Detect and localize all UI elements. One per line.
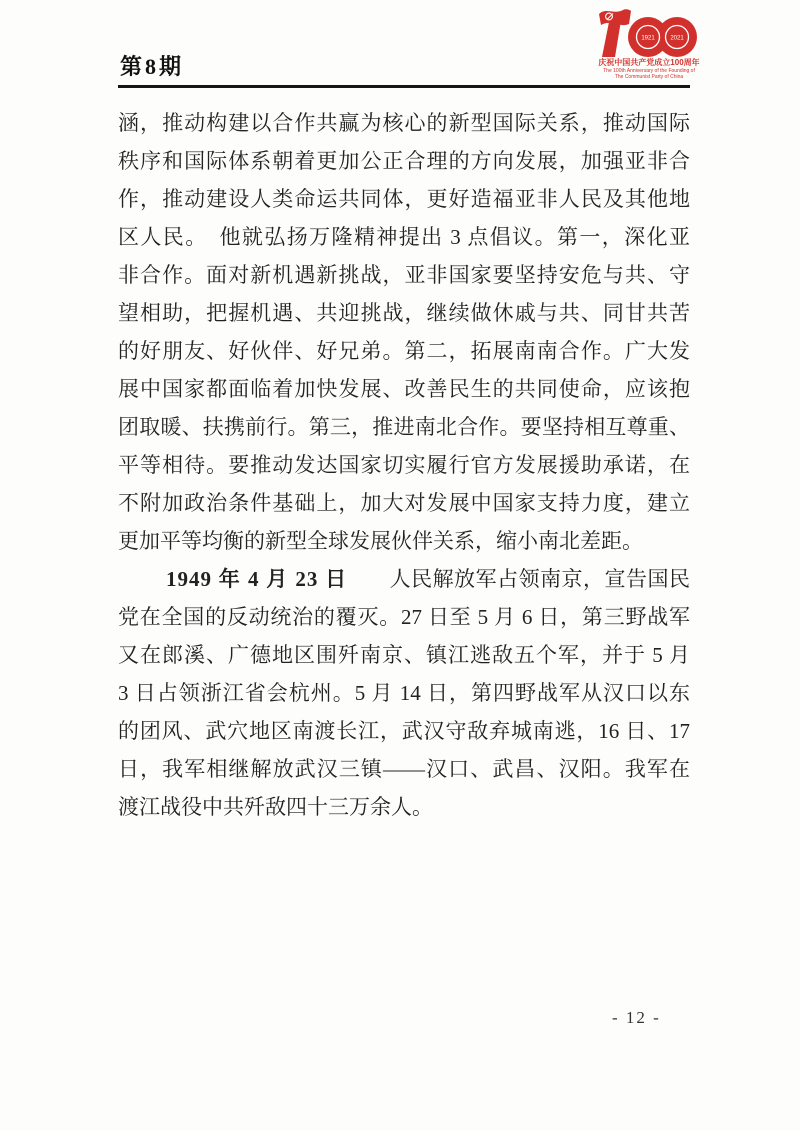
text-line: 平等相待。要推动发达国家切实履行官方发展援助承诺，在: [118, 453, 690, 477]
text-line: 又在郎溪、广德地区围歼南京、镇江逃敌五个军，并于 5 月: [118, 643, 690, 667]
document-body: [118, 104, 690, 826]
text-line: 3 日占领浙江省会杭州。5 月 14 日，第四野战军从汉口以东: [118, 681, 690, 705]
logo-title-cn: 庆祝中国共产党成立100周年: [598, 58, 700, 67]
text-line: 作，推动建设人类命运共同体，更好造福亚非人民及其他地: [118, 187, 690, 211]
text-line: 非合作。面对新机遇新挑战，亚非国家要坚持安危与共、守: [118, 263, 690, 287]
text-line: 更加平等均衡的新型全球发展伙伴关系，缩小南北差距。: [118, 529, 643, 553]
cpc-100-logo-icon: [596, 6, 702, 58]
text-line: 的好朋友、好伙伴、好兄弟。第二，拓展南南合作。广大发: [118, 339, 690, 363]
text-line: 秩序和国际体系朝着更加公正合理的方向发展，加强亚非合: [118, 149, 690, 173]
logo-title-en-line1: The 100th Anniversary of the Founding of: [603, 68, 695, 74]
text-line: 望相助，把握机遇、共迎挑战，继续做休戚与共、同甘共苦: [118, 301, 690, 325]
cpc-100-logo: [596, 6, 702, 80]
logo-one-stem: [602, 21, 621, 58]
year-right-label: 2021: [670, 35, 684, 42]
text-line: 区人民。 他就弘扬万隆精神提出 3 点倡议。第一，深化亚: [118, 225, 690, 249]
text-line: 涵，推动构建以合作共赢为核心的新型国际关系，推动国际: [118, 111, 690, 135]
year-left-label: 1921: [641, 35, 655, 42]
paragraph-2: [118, 560, 690, 826]
text-line: 人民解放军占领南京，宣告国民: [389, 567, 691, 591]
paragraph-1: [118, 104, 690, 560]
paragraph-2-continuation: [118, 598, 690, 826]
text-line: 党在全国的反动统治的覆灭。27 日至 5 月 6 日，第三野战军: [118, 605, 690, 629]
header-divider: [118, 85, 690, 88]
text-line: 的团风、武穴地区南渡长江，武汉守敌弃城南逃，16 日、17: [118, 719, 690, 743]
date-heading: 1949 年 4 月 23 日: [166, 567, 348, 591]
text-line: 渡江战役中共歼敌四十三万余人。: [118, 795, 433, 819]
text-line: 展中国家都面临着加快发展、改善民生的共同使命，应该抱: [118, 377, 690, 401]
page-number: - 12 -: [612, 1008, 661, 1027]
text-line: 团取暖、扶携前行。第三，推进南北合作。要坚持相互尊重、: [118, 415, 690, 439]
text-line: 日，我军相继解放武汉三镇——汉口、武昌、汉阳。我军在: [118, 757, 690, 781]
paragraph-2-first-line: [118, 560, 690, 598]
logo-title-en-line2: The Communist Party of China: [614, 74, 684, 80]
text-line: 不附加政治条件基础上，加大对发展中国家支持力度，建立: [118, 491, 690, 515]
issue-label: 第8期: [120, 54, 185, 79]
